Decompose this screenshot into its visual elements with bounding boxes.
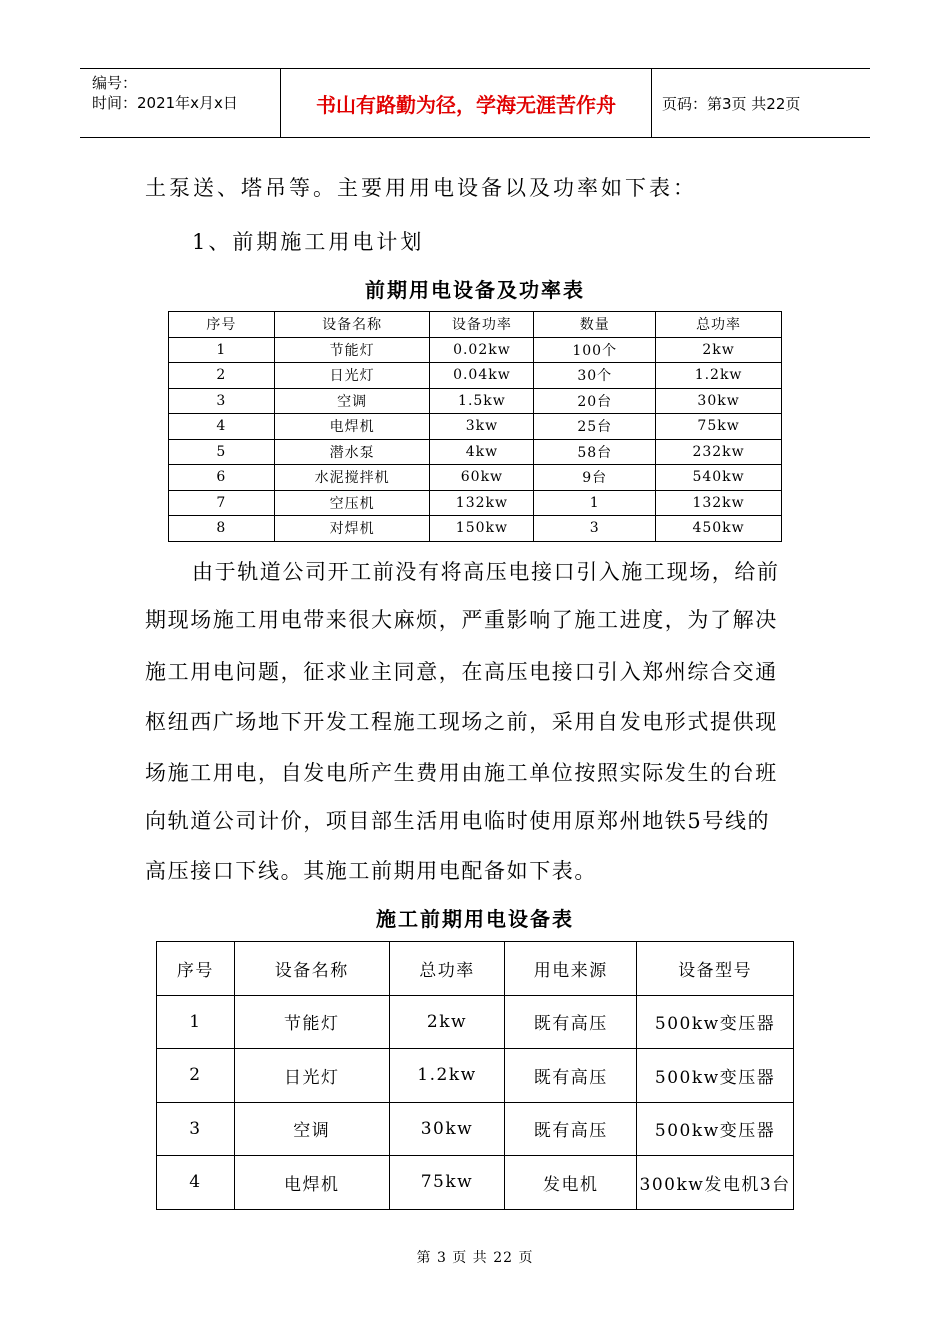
table-cell: 3	[157, 1102, 235, 1156]
header-meta	[80, 69, 280, 137]
table-cell: 540kw	[656, 465, 782, 491]
document-number-label: 编号：	[92, 74, 138, 92]
paragraph-line: 期现场施工用电带来很大麻烦，严重影响了施工进度，为了解决	[145, 608, 778, 632]
header-cell: 数量	[534, 312, 656, 338]
table-cell: 4	[157, 1156, 235, 1210]
table-cell: 水泥搅拌机	[274, 465, 430, 491]
table-cell: 20台	[534, 388, 656, 414]
header-cell: 设备功率	[430, 312, 534, 338]
table-cell: 132kw	[430, 490, 534, 516]
table-cell: 75kw	[656, 414, 782, 440]
table-row	[169, 516, 782, 542]
table-cell: 既有高压	[505, 1102, 637, 1156]
table-cell: 日光灯	[274, 363, 430, 389]
table-header-row	[157, 942, 794, 996]
page-header	[80, 68, 870, 138]
header-cell: 序号	[157, 942, 235, 996]
table-cell: 既有高压	[505, 1049, 637, 1103]
table-header-row	[169, 312, 782, 338]
power-source-table	[156, 941, 794, 1210]
table-cell: 空调	[234, 1102, 389, 1156]
table-cell: 3	[169, 388, 275, 414]
table-cell: 既有高压	[505, 995, 637, 1049]
table-cell: 4	[169, 414, 275, 440]
header-motto: 书山有路勤为径，学海无涯苦作舟	[280, 69, 652, 137]
document-date: 时间：2021年x月x日	[92, 94, 238, 112]
table-row	[169, 388, 782, 414]
header-cell: 总功率	[389, 942, 505, 996]
section-heading: 1、前期施工用电计划	[192, 230, 425, 254]
table2-title: 施工前期用电设备表	[376, 907, 574, 931]
table-cell: 0.02kw	[430, 337, 534, 363]
table-cell: 30kw	[656, 388, 782, 414]
power-table	[168, 311, 782, 542]
table-row	[157, 1049, 794, 1103]
header-cell: 设备名称	[274, 312, 430, 338]
table-cell: 节能灯	[274, 337, 430, 363]
table-row	[169, 337, 782, 363]
table-cell: 60kw	[430, 465, 534, 491]
header-cell: 序号	[169, 312, 275, 338]
table-cell: 2kw	[656, 337, 782, 363]
table-cell: 3kw	[430, 414, 534, 440]
table-cell: 5	[169, 439, 275, 465]
table-row	[169, 363, 782, 389]
table-row	[169, 465, 782, 491]
table-cell: 132kw	[656, 490, 782, 516]
table-cell: 9台	[534, 465, 656, 491]
table-cell: 1.2kw	[389, 1049, 505, 1103]
table-cell: 100个	[534, 337, 656, 363]
table-cell: 8	[169, 516, 275, 542]
table-cell: 2kw	[389, 995, 505, 1049]
table-cell: 3	[534, 516, 656, 542]
table-cell: 对焊机	[274, 516, 430, 542]
intro-line: 土泵送、塔吊等。主要用用电设备以及功率如下表：	[145, 176, 697, 200]
header-cell: 用电来源	[505, 942, 637, 996]
header-cell: 设备型号	[637, 942, 794, 996]
table-cell: 500kw变压器	[637, 995, 794, 1049]
table-row	[169, 490, 782, 516]
paragraph-line: 由于轨道公司开工前没有将高压电接口引入施工现场，给前	[192, 560, 780, 584]
table-cell: 1	[169, 337, 275, 363]
table-cell: 1.5kw	[430, 388, 534, 414]
table-cell: 450kw	[656, 516, 782, 542]
table-cell: 300kw发电机3台	[637, 1156, 794, 1210]
table-cell: 500kw变压器	[637, 1102, 794, 1156]
table-row	[169, 439, 782, 465]
table-cell: 25台	[534, 414, 656, 440]
table-row	[157, 1156, 794, 1210]
paragraph-line: 高压接口下线。其施工前期用电配备如下表。	[145, 859, 597, 883]
table-cell: 潜水泵	[274, 439, 430, 465]
table-cell: 空压机	[274, 490, 430, 516]
paragraph-line: 枢纽西广场地下开发工程施工现场之前，采用自发电形式提供现	[145, 710, 778, 734]
paragraph-line: 向轨道公司计价，项目部生活用电临时使用原郑州地铁5号线的	[145, 809, 771, 833]
table-row	[157, 1102, 794, 1156]
table-cell: 节能灯	[234, 995, 389, 1049]
paragraph-line: 场施工用电，自发电所产生费用由施工单位按照实际发生的台班	[145, 761, 778, 785]
table-cell: 电焊机	[274, 414, 430, 440]
table-cell: 500kw变压器	[637, 1049, 794, 1103]
table-cell: 电焊机	[234, 1156, 389, 1210]
table-cell: 2	[157, 1049, 235, 1103]
header-cell: 总功率	[656, 312, 782, 338]
table-cell: 0.04kw	[430, 363, 534, 389]
table-cell: 150kw	[430, 516, 534, 542]
table-cell: 发电机	[505, 1156, 637, 1210]
table-cell: 4kw	[430, 439, 534, 465]
table1-title: 前期用电设备及功率表	[365, 278, 585, 302]
table-cell: 75kw	[389, 1156, 505, 1210]
table-cell: 1	[157, 995, 235, 1049]
table-cell: 30kw	[389, 1102, 505, 1156]
table-cell: 空调	[274, 388, 430, 414]
table-cell: 7	[169, 490, 275, 516]
table-row	[169, 414, 782, 440]
table-cell: 日光灯	[234, 1049, 389, 1103]
table-cell: 1.2kw	[656, 363, 782, 389]
header-cell: 设备名称	[234, 942, 389, 996]
table-cell: 30个	[534, 363, 656, 389]
table-cell: 232kw	[656, 439, 782, 465]
table-cell: 1	[534, 490, 656, 516]
table-row	[157, 995, 794, 1049]
paragraph-line: 施工用电问题，征求业主同意，在高压电接口引入郑州综合交通	[145, 660, 778, 684]
table-cell: 2	[169, 363, 275, 389]
table-cell: 58台	[534, 439, 656, 465]
table-cell: 6	[169, 465, 275, 491]
header-page-info: 页码：第3页 共22页	[662, 94, 801, 113]
page-footer: 第 3 页 共 22 页	[416, 1250, 534, 1266]
